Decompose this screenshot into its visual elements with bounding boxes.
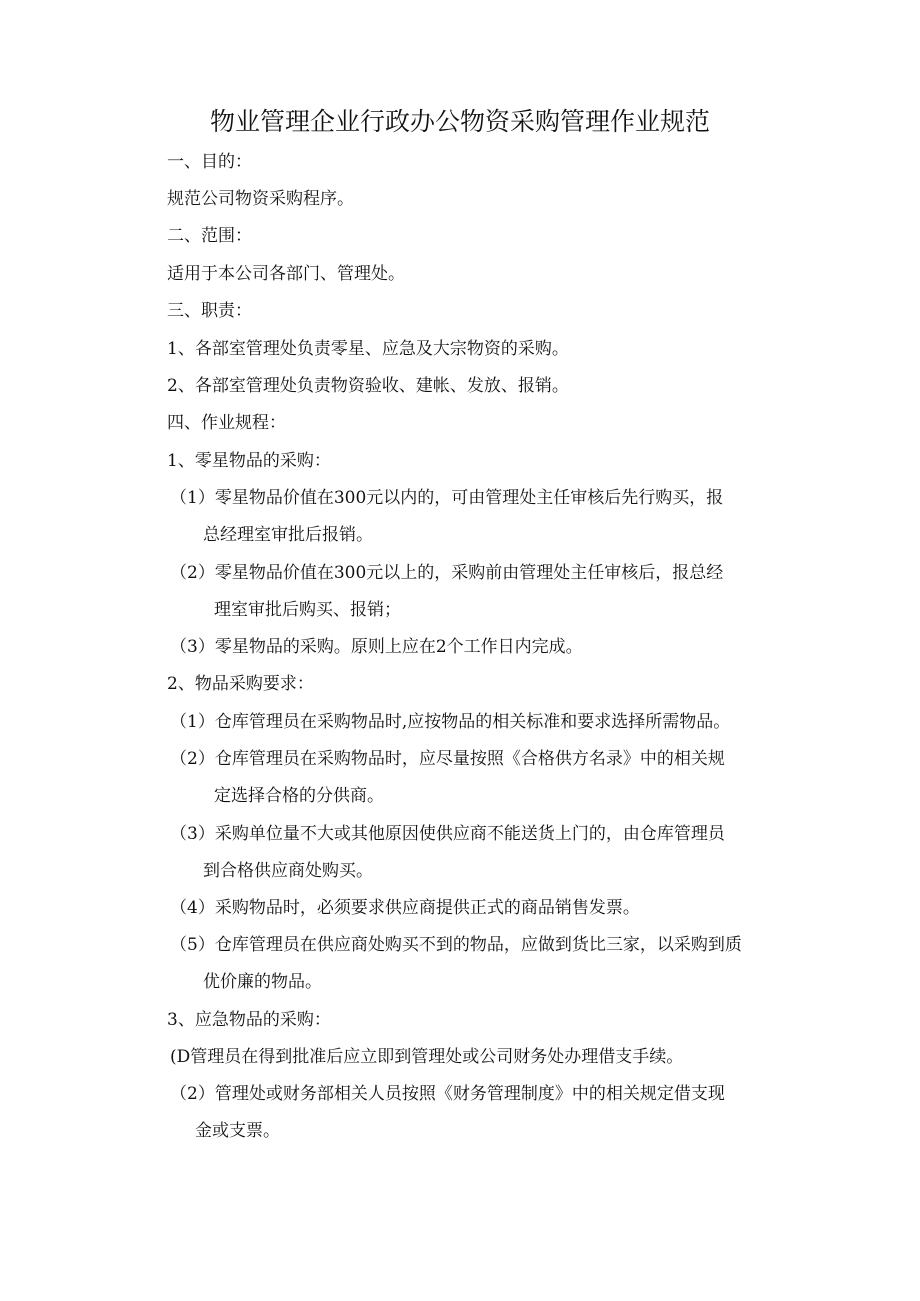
list-item-continuation: 理室审批后购买、报销；: [214, 600, 401, 620]
section-heading-purpose: 一、目的：: [167, 152, 252, 172]
subsection-heading: 1、零星物品的采购：: [167, 451, 331, 471]
list-item-continuation: 到合格供应商处购买。: [203, 861, 373, 881]
list-item-line: （3）零星物品的采购。原则上应在2个工作日内完成。: [170, 637, 583, 657]
list-item-line: （4）采购物品时，必须要求供应商提供正式的商品销售发票。: [170, 898, 640, 918]
list-item-line: (D管理员在得到批准后应立即到管理处或公司财务处办理借支手续。: [170, 1047, 684, 1067]
paragraph-line: 1、各部室管理处负责零星、应急及大宗物资的采购。: [167, 339, 569, 359]
list-item-continuation: 优价廉的物品。: [203, 972, 322, 992]
list-item-continuation: 金或支票。: [195, 1121, 280, 1141]
paragraph-line: 规范公司物资采购程序。: [167, 189, 354, 209]
list-item-line: （2）仓库管理员在采购物品时，应尽量按照《合格供方名录》中的相关规: [170, 749, 725, 769]
subsection-heading: 2、物品采购要求：: [167, 674, 314, 694]
section-heading-duties: 三、职责：: [167, 301, 252, 321]
section-heading-scope: 二、范围：: [167, 226, 252, 246]
list-item-continuation: 定选择合格的分供商。: [214, 786, 384, 806]
paragraph-line: 2、各部室管理处负责物资验收、建帐、发放、报销。: [167, 376, 569, 396]
list-item-line: （1）零星物品价值在300元以内的，可由管理处主任审核后先行购买，报: [170, 488, 724, 508]
section-heading-procedures: 四、作业规程：: [167, 413, 286, 433]
list-item-line: （3）采购单位量不大或其他原因使供应商不能送货上门的，由仓库管理员: [170, 824, 725, 844]
paragraph-line: 适用于本公司各部门、管理处。: [167, 264, 405, 284]
list-item-line: （5）仓库管理员在供应商处购买不到的物品，应做到货比三家，以采购到质: [170, 935, 742, 955]
subsection-heading: 3、应急物品的采购：: [167, 1010, 331, 1030]
list-item-line: （1）仓库管理员在采购物品时,应按物品的相关标准和要求选择所需物品。: [170, 712, 731, 732]
document-title: 物业管理企业行政办公物资采购管理作业规范: [209, 107, 710, 136]
list-item-continuation: 总经理室审批后报销。: [203, 525, 373, 545]
list-item-line: （2）零星物品价值在300元以上的，采购前由管理处主任审核后，报总经: [170, 563, 724, 583]
list-item-line: （2）管理处或财务部相关人员按照《财务管理制度》中的相关规定借支现: [170, 1084, 725, 1104]
